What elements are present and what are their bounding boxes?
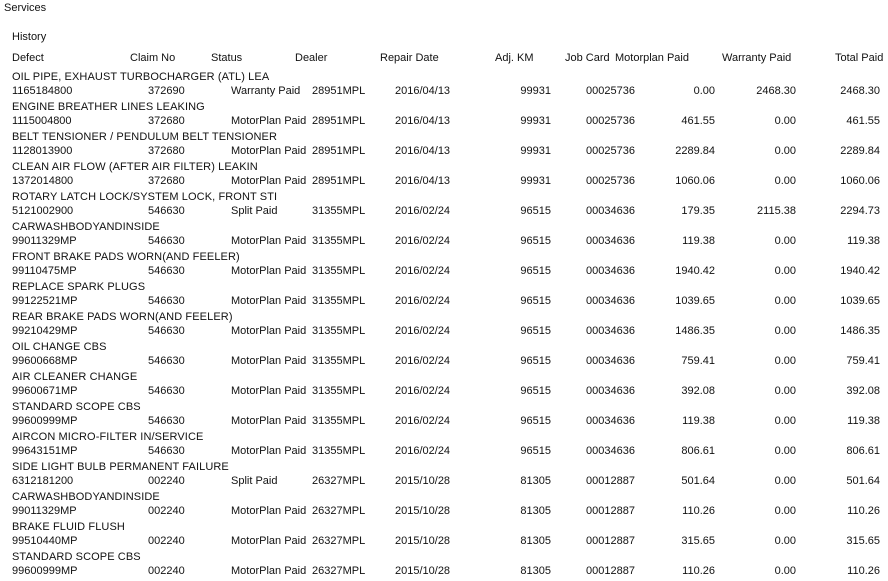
adj-km-value: 99931 [520,175,551,187]
status-text: MotorPlan Paid [231,265,307,277]
adj-km-value: 96515 [520,355,551,367]
defect-description: ENGINE BREATHER LINES LEAKING [12,101,205,113]
job-card-number: 00012887 [586,505,635,517]
adj-km-value: 96515 [520,415,551,427]
status-text: MotorPlan Paid [231,535,307,547]
job-card-number: 00025736 [586,85,635,97]
history-record[interactable] [0,489,888,519]
job-card-number: 00025736 [586,145,635,157]
part-number: 1115004800 [12,115,72,127]
total-paid-amount: 1940.42 [840,265,880,277]
repair-date: 2016/04/13 [395,85,451,97]
header-status: Status [211,52,243,64]
history-record[interactable] [0,279,888,309]
part-number: 1372014800 [12,175,74,187]
job-card-number: 00034636 [586,445,635,457]
warranty-paid-amount: 2468.30 [756,85,796,97]
defect-description: CLEAN AIR FLOW (AFTER AIR FILTER) LEAKIN [12,161,258,173]
status-text: Split Paid [231,205,278,217]
part-number: 99643151MP [12,445,78,457]
job-card-number: 00034636 [586,235,635,247]
motorplan-paid-amount: 315.65 [681,535,715,547]
warranty-paid-amount: 2115.38 [757,205,796,217]
claim-number: 002240 [148,505,185,517]
warranty-paid-amount: 0.00 [774,175,796,187]
repair-date: 2016/02/24 [395,205,451,217]
part-number: 99600671MP [12,385,78,397]
header-adj-km: Adj. KM [495,52,534,64]
claim-number: 372680 [148,145,185,157]
job-card-number: 00012887 [586,475,635,487]
motorplan-paid-amount: 179.35 [681,205,715,217]
dealer-code: 31355MPL [312,445,366,457]
motorplan-paid-amount: 392.08 [681,385,715,397]
part-number: 99011329MP [12,505,77,517]
history-record[interactable] [0,219,888,249]
total-paid-amount: 2294.73 [840,205,880,217]
dealer-code: 28951MPL [312,175,366,187]
status-text: MotorPlan Paid [231,175,307,187]
claim-number: 002240 [148,535,185,547]
defect-description: AIR CLEANER CHANGE [12,371,138,383]
job-card-number: 00025736 [586,175,635,187]
warranty-paid-amount: 0.00 [774,145,796,157]
history-record[interactable] [0,369,888,399]
motorplan-paid-amount: 501.64 [681,475,715,487]
job-card-number: 00034636 [586,295,635,307]
dealer-code: 26327MPL [312,475,366,487]
history-record[interactable] [0,69,888,99]
adj-km-value: 99931 [520,145,551,157]
status-text: MotorPlan Paid [231,235,307,247]
motorplan-paid-amount: 1940.42 [675,265,715,277]
motorplan-paid-amount: 2289.84 [675,145,715,157]
defect-description: OIL PIPE, EXHAUST TURBOCHARGER (ATL) LEA [12,71,270,83]
defect-description: CARWASHBODYANDINSIDE [12,221,160,233]
job-card-number: 00034636 [586,265,635,277]
history-record[interactable] [0,429,888,459]
adj-km-value: 81305 [520,535,551,547]
repair-date: 2016/02/24 [395,265,451,277]
claim-number: 002240 [148,475,185,487]
defect-description: SIDE LIGHT BULB PERMANENT FAILURE [12,461,229,473]
status-text: MotorPlan Paid [231,415,307,427]
job-card-number: 00012887 [586,535,635,547]
part-number: 5121002900 [12,205,74,217]
repair-date: 2016/02/24 [395,385,451,397]
part-number: 99600999MP [12,565,78,577]
header-repair-date: Repair Date [380,52,439,64]
repair-date: 2016/04/13 [395,145,451,157]
history-record[interactable] [0,159,888,189]
dealer-code: 31355MPL [312,265,366,277]
total-paid-amount: 119.38 [847,415,880,427]
dealer-code: 31355MPL [312,355,366,367]
defect-description: ROTARY LATCH LOCK/SYSTEM LOCK, FRONT STI [12,191,278,203]
total-paid-amount: 1039.65 [840,295,880,307]
claim-number: 546630 [148,235,185,247]
warranty-paid-amount: 0.00 [774,565,796,577]
history-record[interactable] [0,399,888,429]
header-claim-no: Claim No [130,52,176,64]
history-record[interactable] [0,549,888,579]
defect-description: CARWASHBODYANDINSIDE [12,491,160,503]
part-number: 99510440MP [12,535,78,547]
header-dealer: Dealer [295,52,328,64]
adj-km-value: 99931 [520,85,551,97]
motorplan-paid-amount: 110.26 [682,505,715,517]
total-paid-amount: 461.55 [846,115,880,127]
job-card-number: 00025736 [586,115,635,127]
header-total-paid: Total Paid [835,52,884,64]
status-text: MotorPlan Paid [231,385,307,397]
section-title-history: History [12,31,47,43]
warranty-paid-amount: 0.00 [774,325,796,337]
dealer-code: 31355MPL [312,235,366,247]
claim-number: 546630 [148,325,185,337]
defect-description: REPLACE SPARK PLUGS [12,281,146,293]
defect-description: REAR BRAKE PADS WORN(AND FEELER) [12,311,233,323]
history-record[interactable] [0,249,888,279]
repair-date: 2015/10/28 [395,475,451,487]
status-text: MotorPlan Paid [231,565,307,577]
status-text: MotorPlan Paid [231,145,307,157]
header-warranty-paid: Warranty Paid [722,52,792,64]
claim-number: 546630 [148,265,185,277]
motorplan-paid-amount: 1039.65 [675,295,715,307]
claim-number: 546630 [148,415,185,427]
claim-number: 546630 [148,205,185,217]
repair-date: 2016/02/24 [395,445,451,457]
claim-number: 372680 [148,175,185,187]
job-card-number: 00034636 [586,325,635,337]
adj-km-value: 99931 [520,115,551,127]
total-paid-amount: 2289.84 [840,145,880,157]
part-number: 1165184800 [12,85,73,97]
warranty-paid-amount: 0.00 [774,535,796,547]
motorplan-paid-amount: 110.26 [682,565,715,577]
status-text: MotorPlan Paid [231,295,307,307]
history-record[interactable] [0,99,888,129]
total-paid-amount: 110.26 [847,565,880,577]
warranty-paid-amount: 0.00 [774,295,796,307]
repair-date: 2015/10/28 [395,535,451,547]
warranty-paid-amount: 0.00 [774,505,796,517]
dealer-code: 31355MPL [312,295,366,307]
status-text: Warranty Paid [231,85,301,97]
status-text: MotorPlan Paid [231,325,307,337]
dealer-code: 28951MPL [312,85,366,97]
defect-description: STANDARD SCOPE CBS [12,401,141,413]
warranty-paid-amount: 0.00 [774,355,796,367]
motorplan-paid-amount: 806.61 [681,445,715,457]
motorplan-paid-amount: 119.38 [682,235,715,247]
motorplan-paid-amount: 461.55 [681,115,715,127]
part-number: 99122521MP [12,295,78,307]
header-defect: Defect [12,52,44,64]
repair-date: 2016/04/13 [395,115,451,127]
claim-number: 546630 [148,445,185,457]
defect-description: FRONT BRAKE PADS WORN(AND FEELER) [12,251,240,263]
claim-number: 002240 [148,565,185,577]
total-paid-amount: 315.65 [846,535,880,547]
part-number: 99011329MP [12,235,77,247]
table-header [0,52,888,68]
repair-date: 2015/10/28 [395,505,451,517]
adj-km-value: 96515 [520,295,551,307]
header-motorplan-paid: Motorplan Paid [615,52,689,64]
part-number: 99600668MP [12,355,78,367]
total-paid-amount: 119.38 [847,235,880,247]
history-record[interactable] [0,339,888,369]
warranty-paid-amount: 0.00 [774,445,796,457]
warranty-paid-amount: 0.00 [774,415,796,427]
job-card-number: 00034636 [586,355,635,367]
adj-km-value: 96515 [520,385,551,397]
total-paid-amount: 110.26 [847,505,880,517]
repair-date: 2016/02/24 [395,415,451,427]
status-text: Split Paid [231,475,278,487]
defect-description: STANDARD SCOPE CBS [12,551,141,563]
dealer-code: 26327MPL [312,505,366,517]
history-record[interactable] [0,309,888,339]
total-paid-amount: 2468.30 [840,85,880,97]
claim-number: 372680 [148,115,185,127]
warranty-paid-amount: 0.00 [774,265,796,277]
defect-description: BELT TENSIONER / PENDULUM BELT TENSIONER [12,131,278,143]
history-record[interactable] [0,189,888,219]
job-card-number: 00034636 [586,205,635,217]
dealer-code: 31355MPL [312,205,366,217]
part-number: 99210429MP [12,325,78,337]
repair-date: 2016/02/24 [395,355,451,367]
adj-km-value: 96515 [520,205,551,217]
job-card-number: 00034636 [586,385,635,397]
status-text: MotorPlan Paid [231,355,307,367]
warranty-paid-amount: 0.00 [774,115,796,127]
total-paid-amount: 1486.35 [840,325,880,337]
total-paid-amount: 501.64 [846,475,880,487]
total-paid-amount: 392.08 [846,385,880,397]
dealer-code: 31355MPL [312,325,366,337]
total-paid-amount: 1060.06 [840,175,880,187]
repair-date: 2016/02/24 [395,235,451,247]
status-text: MotorPlan Paid [231,505,307,517]
history-record[interactable] [0,129,888,159]
motorplan-paid-amount: 759.41 [681,355,715,367]
motorplan-paid-amount: 1060.06 [675,175,715,187]
defect-description: BRAKE FLUID FLUSH [12,521,125,533]
claim-number: 546630 [148,355,185,367]
warranty-paid-amount: 0.00 [774,235,796,247]
history-record[interactable] [0,459,888,489]
part-number: 1128013900 [12,145,73,157]
repair-date: 2016/04/13 [395,175,451,187]
motorplan-paid-amount: 1486.35 [675,325,715,337]
repair-date: 2016/02/24 [395,295,451,307]
status-text: MotorPlan Paid [231,445,307,457]
adj-km-value: 81305 [520,505,551,517]
adj-km-value: 96515 [520,265,551,277]
page-title: Services [4,2,47,14]
dealer-code: 26327MPL [312,535,366,547]
dealer-code: 26327MPL [312,565,366,577]
history-records [0,69,888,579]
adj-km-value: 96515 [520,325,551,337]
warranty-paid-amount: 0.00 [774,385,796,397]
adj-km-value: 96515 [520,235,551,247]
repair-date: 2015/10/28 [395,565,451,577]
part-number: 99110475MP [12,265,77,277]
motorplan-paid-amount: 0.00 [693,85,715,97]
claim-number: 546630 [148,385,185,397]
dealer-code: 31355MPL [312,385,366,397]
job-card-number: 00034636 [586,415,635,427]
adj-km-value: 81305 [520,475,551,487]
defect-description: AIRCON MICRO-FILTER IN/SERVICE [12,431,204,443]
total-paid-amount: 806.61 [846,445,880,457]
dealer-code: 28951MPL [312,145,366,157]
history-record[interactable] [0,519,888,549]
dealer-code: 31355MPL [312,415,366,427]
part-number: 6312181200 [12,475,74,487]
repair-date: 2016/02/24 [395,325,451,337]
claim-number: 372690 [148,85,185,97]
defect-description: OIL CHANGE CBS [12,341,107,353]
part-number: 99600999MP [12,415,78,427]
status-text: MotorPlan Paid [231,115,307,127]
warranty-paid-amount: 0.00 [774,475,796,487]
adj-km-value: 81305 [520,565,551,577]
job-card-number: 00012887 [586,565,635,577]
total-paid-amount: 759.41 [846,355,880,367]
header-job-card: Job Card [565,52,610,64]
motorplan-paid-amount: 119.38 [682,415,715,427]
claim-number: 546630 [148,295,185,307]
adj-km-value: 96515 [520,445,551,457]
dealer-code: 28951MPL [312,115,366,127]
